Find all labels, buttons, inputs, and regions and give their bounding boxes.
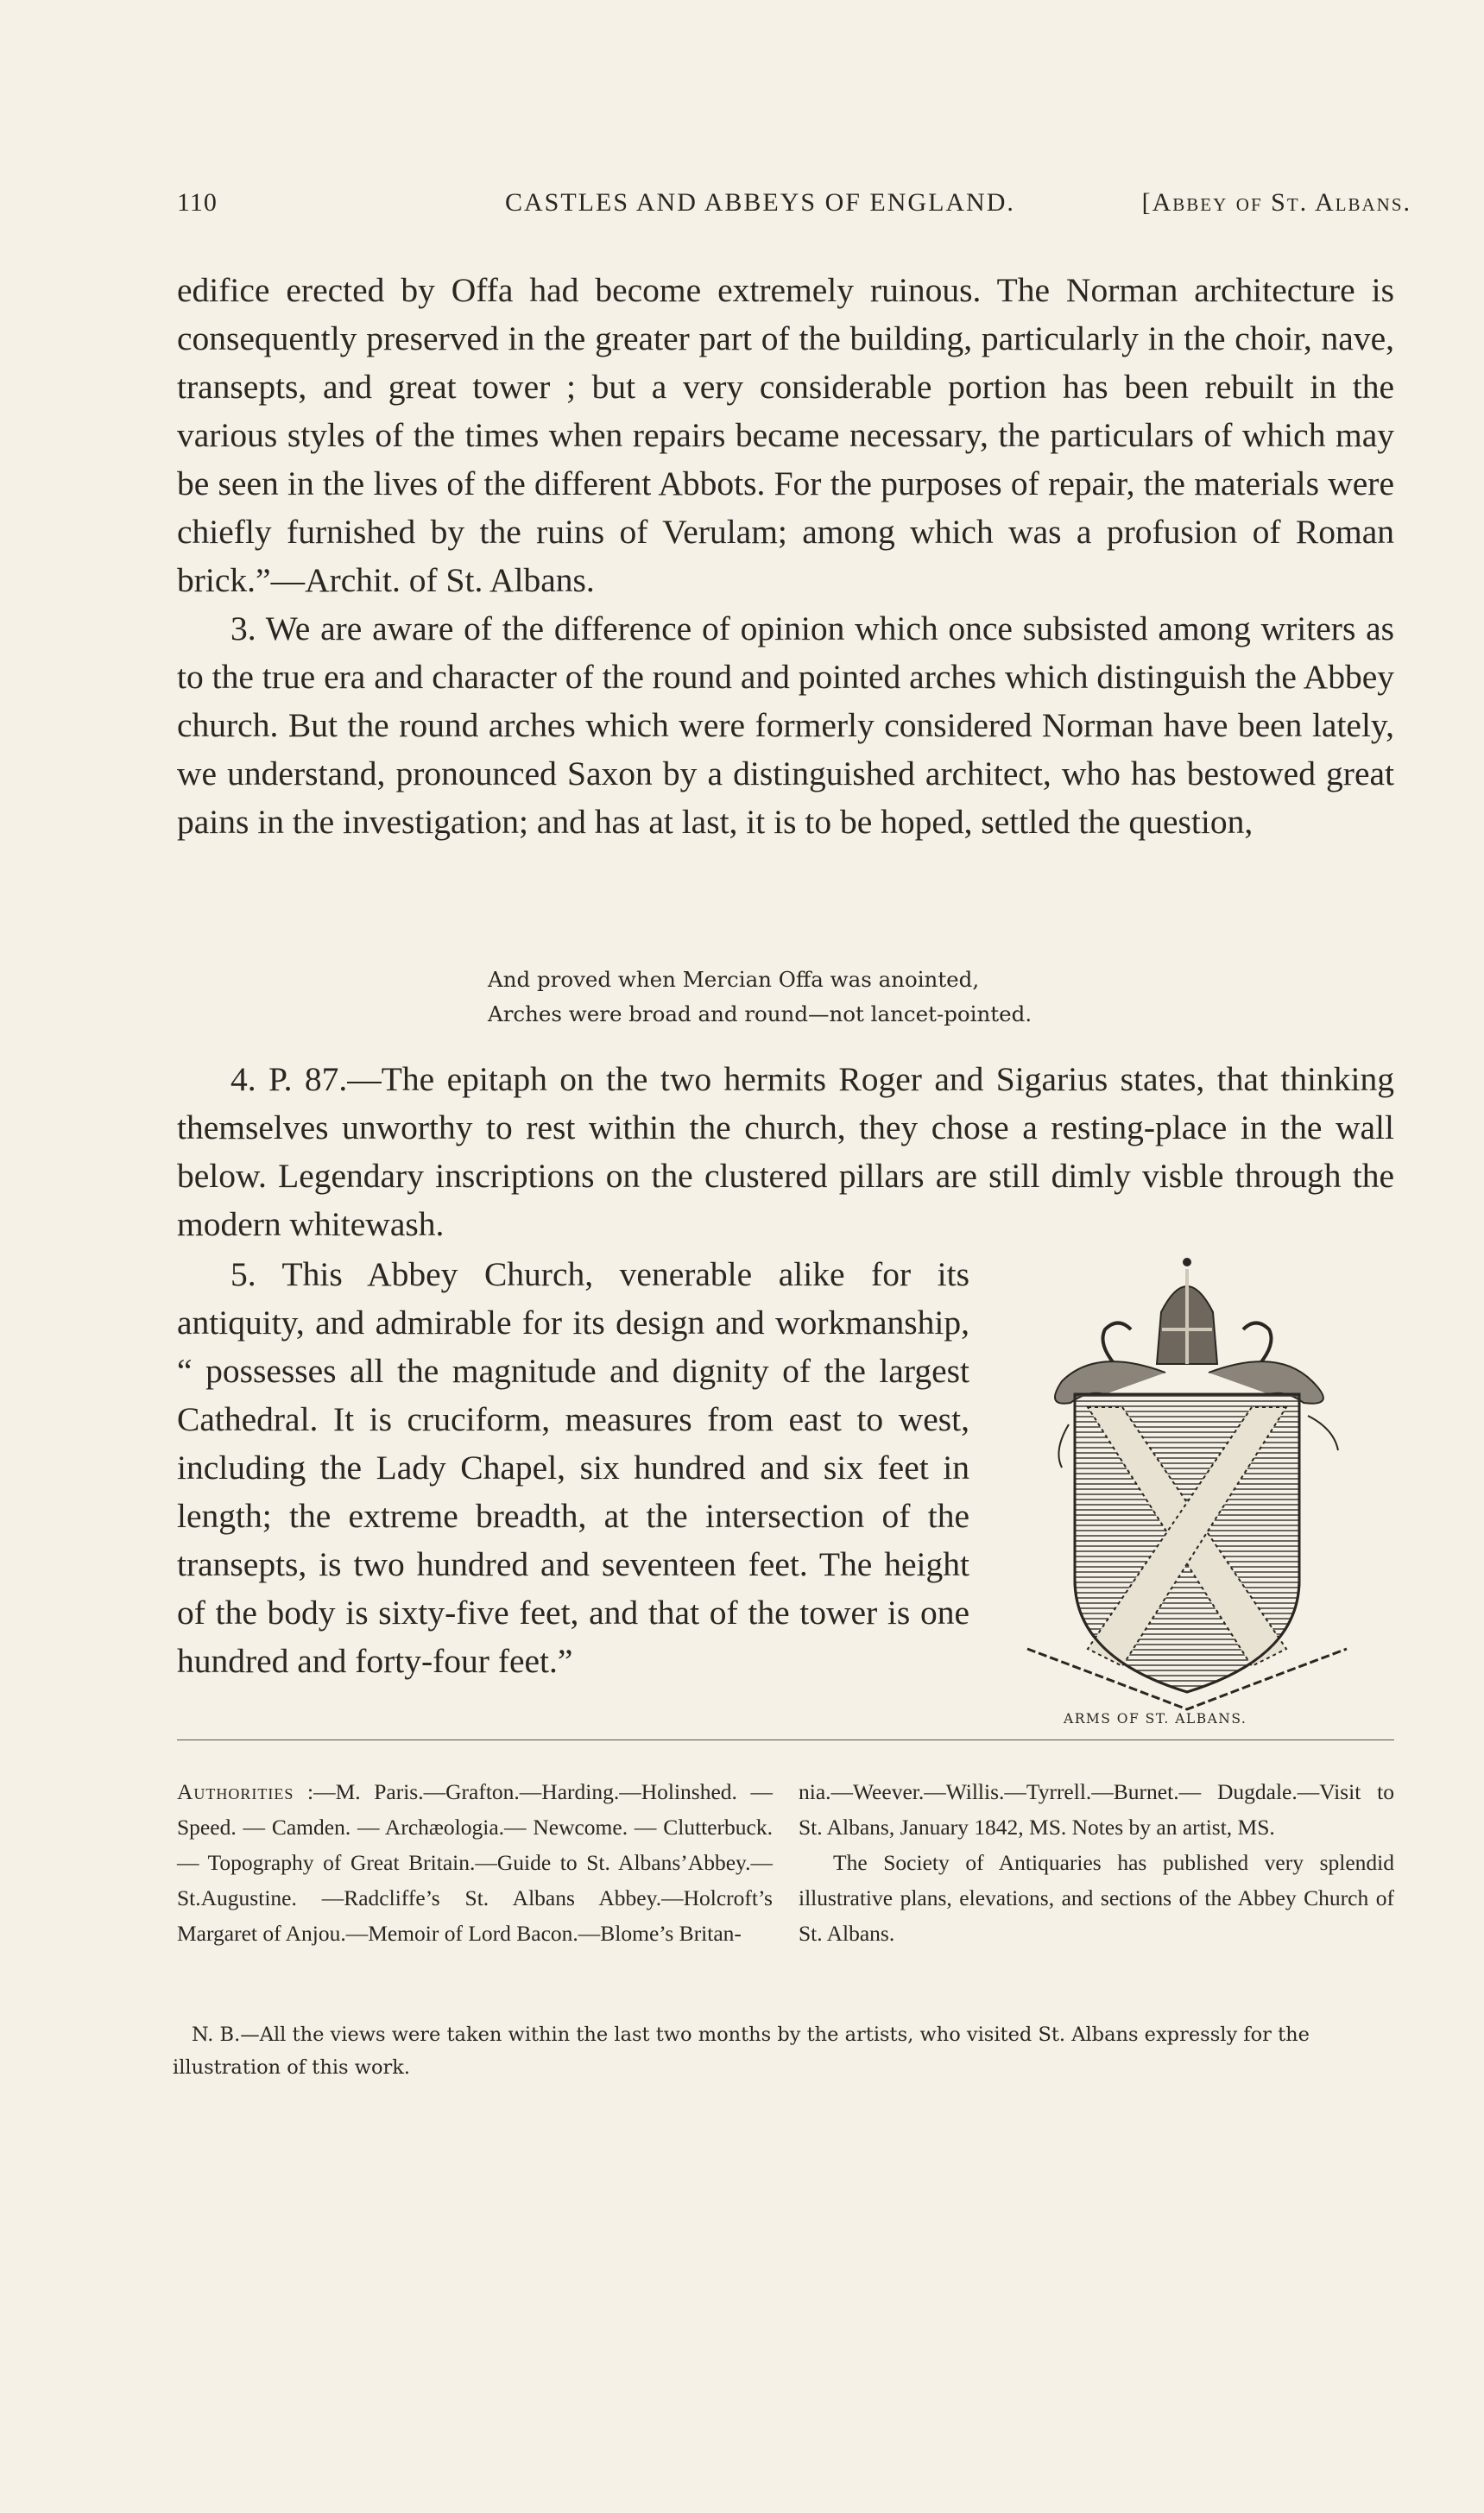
paragraph-note-4: 4. P. 87.—The epitaph on the two hermits Roger and Sigarius states, that thinking themselves unworthy to rest within the church, they chose a resting-place in the wall below. Legendary inscriptions on the clustered pillars are still dimly visble through the modern whitewash. bbox=[177, 1060, 1394, 1243]
society-note: The Society of Antiquaries has published very splendid illustrative plans, elevations, and sections of the Abbey Church of St. Albans. bbox=[799, 1850, 1394, 1946]
authorities-text-right: nia.—Weever.—Willis.—Tyrrell.—Burnet.— Dugdale.—Visit to St. Albans, January 1842, MS. Notes by an artist, MS. bbox=[799, 1779, 1394, 1840]
authorities-right-column bbox=[799, 1774, 1394, 1951]
mitre-icon bbox=[1157, 1258, 1217, 1364]
authorities-text-left: :—M. Paris.—Grafton.—Harding.—Holinshed. — Speed. — Camden. — Archæologia.— Newcome. — Clutterbuck. — Topography of Great Britain.—Guide to St. Albans’Abbey.—St.Augustine. —Radcliffe’s St. Albans Abbey.—Holcroft’s Margaret of Anjou.—Memoir of Lord Bacon.—Blome’s Britan- bbox=[177, 1779, 773, 1946]
body-text-middle bbox=[177, 1055, 1394, 1248]
authorities-list-start bbox=[177, 1774, 773, 1951]
verse-line-1: And proved when Mercian Offa was anointed, bbox=[488, 967, 980, 992]
paragraph-note-5: 5. This Abbey Church, venerable alike for its antiquity, and admirable for its design and workmanship, “ possesses all the magnitude and dignity of the largest Cathedral. It is cruciform, measures from east to west, including the Lady Chapel, six hundred and six feet in length; the extreme breadth, at the intersection of the transepts, is two hundred and seventeen feet. The height of the body is sixty-five feet, and that of the tower is one hundred and forty-four feet.” bbox=[177, 1255, 969, 1680]
book-title: CASTLES AND ABBEYS OF ENGLAND. bbox=[505, 188, 1015, 217]
arms-of-st-albans-illustration bbox=[993, 1243, 1381, 1718]
section-title: [Abbey of St. Albans. bbox=[1141, 188, 1411, 217]
figure-caption: ARMS OF ST. ALBANS. bbox=[1064, 1711, 1247, 1727]
shield-icon bbox=[1075, 1394, 1299, 1692]
paragraph-continued: edifice erected by Offa had become extremely ruinous. The Norman architecture is consequently preserved in the greater part of the building, particularly in the choir, nave, transepts, and great tower ; but a very considerable portion has been rebuilt in the various styles of the times when repairs became necessary, the particulars of which may be seen in the lives of the different Abbots. For the purposes of repair, the materials were chiefly furnished by the ruins of Verulam; among which was a profusion of Roman brick.”—Archit. of St. Albans. bbox=[177, 271, 1394, 599]
nota-bene-text: N. B.—All the views were taken within the last two months by the artists, who visited St. Albans expressly for the illustration of this work. bbox=[173, 2024, 1310, 2079]
running-head bbox=[177, 188, 1411, 226]
paragraph-note-3: 3. We are aware of the difference of opinion which once subsisted among writers as to the true era and character of the round and pointed arches which distinguish the Abbey church. But the round arches which were formerly considered Norman have been lately, we understand, pronounced Saxon by a distinguished architect, who has bestowed great pains in the investigation; and has at last, it is to be hoped, settled the question, bbox=[177, 609, 1394, 841]
nota-bene-note bbox=[173, 2018, 1399, 2084]
verse-line-2: Arches were broad and round—not lancet-pointed. bbox=[488, 1001, 1032, 1026]
authorities-left-column bbox=[177, 1774, 773, 1951]
page-number: 110 bbox=[177, 188, 218, 217]
verse-quotation bbox=[488, 963, 1178, 1032]
authorities-label: Authorities bbox=[177, 1779, 294, 1804]
body-text-top bbox=[177, 266, 1394, 846]
